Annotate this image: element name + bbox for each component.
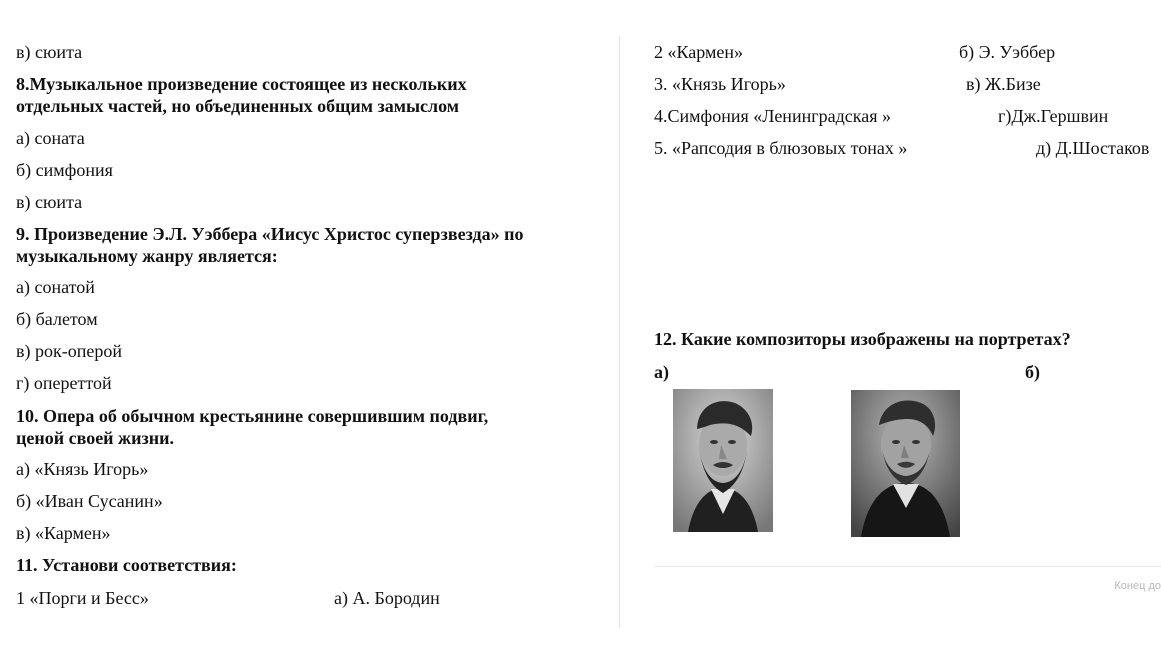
- q11-row-2-work: 2 «Кармен»: [654, 42, 743, 62]
- q7-option-c: в) сюита: [16, 42, 83, 62]
- q11-row-3-work: 3. «Князь Игорь»: [654, 74, 786, 94]
- q9-title-line-1: 9. Произведение Э.Л. Уэббера «Иисус Христос суперзвезда» по: [16, 224, 524, 244]
- q11-row-5-composer: д) Д.Шостаков: [1036, 138, 1150, 158]
- portrait-b-image: [851, 390, 960, 537]
- q9-option-b: б) балетом: [16, 309, 98, 329]
- q11-row-3-composer: в) Ж.Бизе: [966, 74, 1041, 94]
- q12-label-b: б): [1025, 362, 1040, 382]
- q11-row-4-composer: г)Дж.Гершвин: [998, 106, 1109, 126]
- bearded-composer-portrait-icon: [673, 389, 773, 532]
- q8-option-a: а) соната: [16, 128, 85, 148]
- q9-title-line-2: музыкальному жанру является:: [16, 246, 278, 266]
- q8-option-b: б) симфония: [16, 160, 113, 180]
- q10-option-a: а) «Князь Игорь»: [16, 459, 149, 479]
- q8-option-c: в) сюита: [16, 192, 83, 212]
- q10-option-c: в) «Кармен»: [16, 523, 111, 543]
- q10-title-line-2: ценой своей жизни.: [16, 428, 174, 448]
- q11-row-2-composer: б) Э. Уэббер: [959, 42, 1056, 62]
- q10-title-line-1: 10. Опера об обычном крестьянине совершившим подвиг,: [16, 406, 489, 426]
- q9-option-d: г) опереттой: [16, 373, 112, 393]
- q9-option-a: а) сонатой: [16, 277, 95, 297]
- q8-title-line-2: отдельных частей, но объединенных общим замыслом: [16, 96, 460, 116]
- composer-portrait-dark-coat-icon: [851, 390, 960, 537]
- q11-row-5-work: 5. «Рапсодия в блюзовых тонах »: [654, 138, 908, 158]
- q11-row-4-work: 4.Симфония «Ленинградская »: [654, 106, 891, 126]
- q11-row-1-composer: а) А. Бородин: [334, 588, 440, 608]
- q8-title-line-1: 8.Музыкальное произведение состоящее из нескольких: [16, 74, 467, 94]
- page-footer-text: Конец до: [1114, 580, 1161, 592]
- footer-rule: [654, 566, 1161, 567]
- q11-row-1-work: 1 «Порги и Бесс»: [16, 588, 149, 608]
- q12-label-a: а): [654, 362, 669, 382]
- q12-title: 12. Какие композиторы изображены на портретах?: [654, 329, 1071, 349]
- left-page: [0, 0, 580, 630]
- portrait-a-image: [673, 389, 773, 532]
- right-page: [620, 0, 1161, 630]
- q11-title: 11. Установи соответствия:: [16, 555, 237, 575]
- q9-option-c: в) рок-оперой: [16, 341, 122, 361]
- q10-option-b: б) «Иван Сусанин»: [16, 491, 163, 511]
